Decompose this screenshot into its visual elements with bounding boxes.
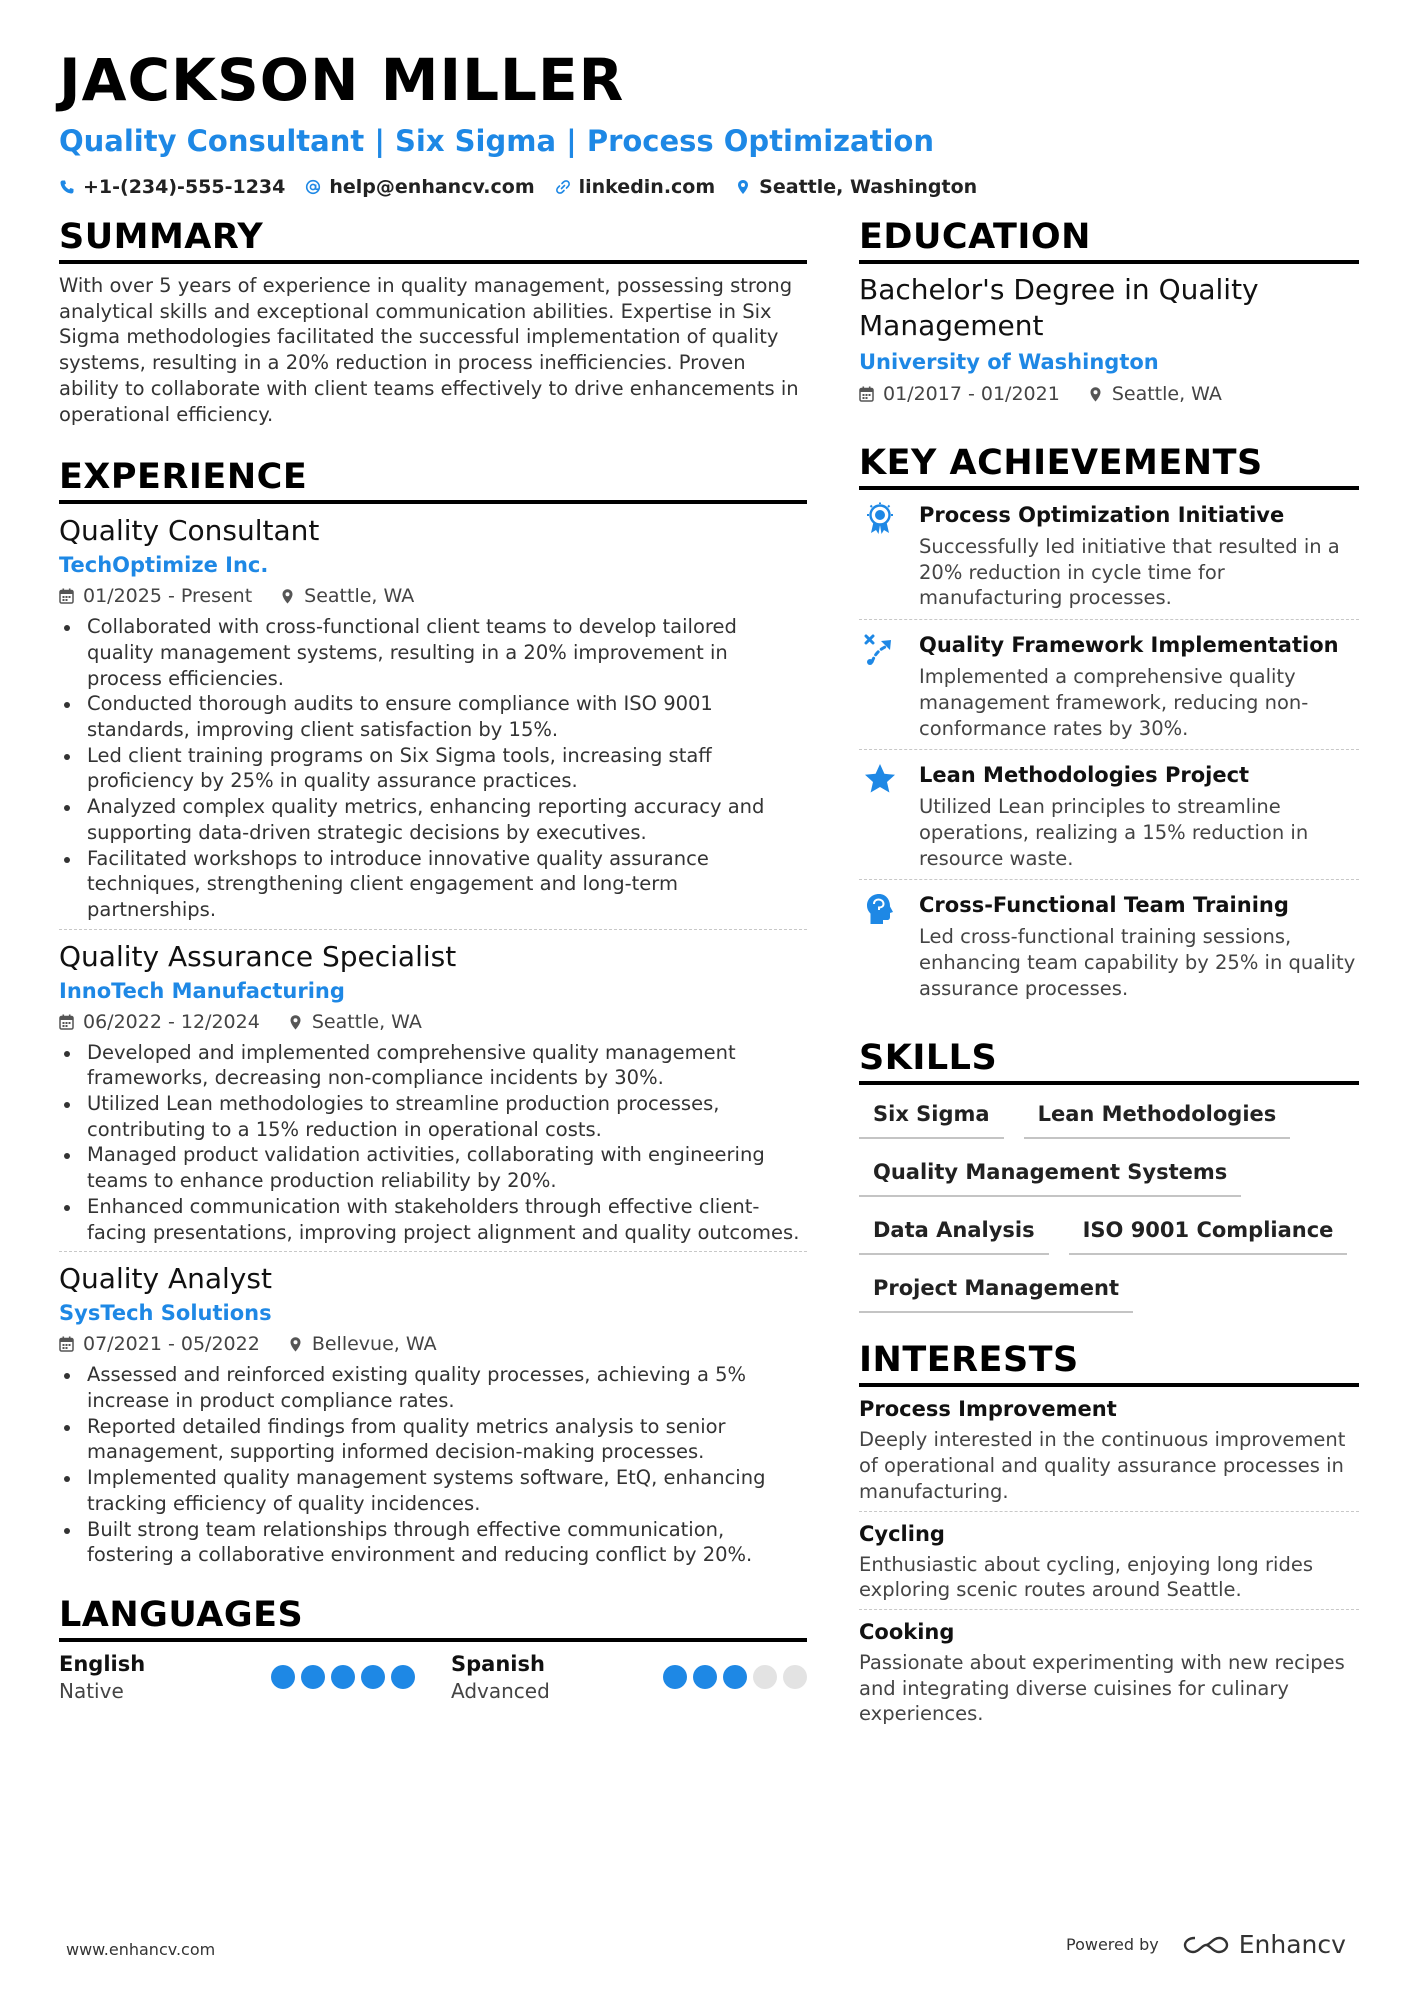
contact-phone[interactable] [59,174,285,200]
at-sign-icon [305,179,321,195]
education-meta [859,378,1359,410]
job-entry [59,930,807,1253]
job-bullet: Utilized Lean methodologies to streamline production processes, contributing to a 15% reduction in operational costs. [59,1091,807,1142]
job-title: Quality Consultant [59,514,320,548]
achievement-title: Quality Framework Implementation [919,633,1339,658]
language-name: Spanish [451,1651,545,1676]
linkedin-text: linkedin.com [578,176,716,198]
skills-section [859,1035,1359,1313]
interest-title: Process Improvement [859,1397,1117,1422]
job-dates [59,1006,260,1038]
job-dates-text: 06/2022 - 12/2024 [83,1010,260,1033]
interest-title: Cycling [859,1521,945,1546]
job-bullet: Developed and implemented comprehensive quality management frameworks, decreasing non-compliance incidents by 30%. [59,1040,807,1091]
skills-heading: SKILLS [859,1035,1359,1085]
achievements-heading: KEY ACHIEVEMENTS [859,440,1359,490]
job-title: Quality Analyst [59,1262,272,1296]
skill-tag: Data Analysis [859,1209,1049,1255]
interests-heading: INTERESTS [859,1337,1359,1387]
language-level: Native [59,1678,124,1703]
interest-item [859,1512,1359,1610]
job-location-text: Seattle, WA [304,585,415,608]
experience-heading: EXPERIENCE [59,454,807,504]
enhancv-logo-icon [1183,1934,1229,1956]
education-dates [859,378,1060,410]
job-meta [59,1328,807,1360]
experience-section [59,454,807,1574]
contact-email[interactable] [305,174,534,200]
rating-dot-filled [693,1665,717,1689]
achievement-item [859,750,1359,880]
job-bullet: Assessed and reinforced existing quality processes, achieving a 5% increase in product compliance rates. [59,1362,807,1413]
rating-dot-filled [361,1665,385,1689]
job-bullet: Collaborated with cross-functional client teams to develop tailored quality management systems, resulting in a 20% improvement in process efficiencies. [59,614,807,691]
strategy-path-icon [863,632,897,666]
job-bullet: Enhanced communication with stakeholders through effective client-facing presentations, improving project alignment and quality outcomes. [59,1194,807,1245]
skill-tag: ISO 9001 Compliance [1069,1209,1348,1255]
phone-text: +1-(234)-555-1234 [83,176,286,198]
skill-tag: Project Management [859,1267,1133,1313]
school-name: University of Washington [859,350,1159,374]
interest-title: Cooking [859,1619,955,1644]
rating-dot-filled [301,1665,325,1689]
achievement-item [859,620,1359,750]
calendar-icon [59,588,74,604]
job-bullet: Facilitated workshops to introduce innovative quality assurance techniques, strengthening client engagement and long-term partnerships. [59,846,807,923]
job-entry [59,504,807,929]
job-bullet: Managed product validation activities, collaborating with engineering teams to enhance production reliability by 20%. [59,1142,807,1193]
languages-heading: LANGUAGES [59,1592,807,1642]
job-dates [59,1328,260,1360]
achievement-desc: Led cross-functional training sessions, enhancing team capability by 25% in quality assurance processes. [919,925,1356,1000]
map-pin-icon [735,179,751,195]
job-entry [59,1252,807,1574]
interest-item [859,1387,1359,1511]
language-name: English [59,1651,146,1676]
map-pin-icon [280,588,295,604]
job-company: SysTech Solutions [59,1301,272,1326]
job-dates-text: 01/2025 - Present [83,585,253,608]
achievement-item [859,880,1359,1009]
job-bullets [59,1040,807,1246]
summary-text: With over 5 years of experience in quality management, possessing strong analytical skills and exceptional communication abilities. Expertise in Six Sigma methodologies facilitated the successful implementation of quality systems, resulting in a 20% reduction in process inefficiencies. Proven ability to collaborate with client teams effectively to drive enhancements in operational efficiency. [59,274,799,426]
job-bullet: Built strong team relationships through effective communication, fostering a collaborative environment and reducing conflict by 20%. [59,1517,807,1568]
achievement-title: Process Optimization Initiative [919,503,1285,527]
map-pin-icon [1088,386,1103,402]
interest-desc: Passionate about experimenting with new recipes and integrating diverse cuisines for culinary experiences. [859,1650,1345,1726]
skills-list [859,1093,1359,1313]
calendar-icon [59,1014,74,1030]
footer-website[interactable]: www.enhancv.com [66,1940,216,1959]
language-item [451,1650,807,1704]
rating-dot-filled [331,1665,355,1689]
head-brain-icon [863,892,897,926]
job-location-text: Seattle, WA [311,1010,422,1033]
education-location-text: Seattle, WA [1111,383,1222,405]
calendar-icon [859,386,874,402]
job-bullet: Conducted thorough audits to ensure compliance with ISO 9001 standards, improving client satisfaction by 15%. [59,691,807,742]
achievement-desc: Utilized Lean principles to streamline operations, realizing a 15% reduction in resource waste. [919,795,1309,870]
job-location [280,580,414,612]
interests-section [859,1337,1359,1733]
rating-dot-filled [723,1665,747,1689]
candidate-name: JACKSON MILLER [59,46,625,114]
rating-dot-filled [271,1665,295,1689]
job-location-text: Bellevue, WA [311,1333,437,1356]
footer-branding [1066,1930,1346,1959]
resume-header [59,44,1359,200]
education-heading: EDUCATION [859,214,1359,264]
job-bullet: Implemented quality management systems software, EtQ, enhancing tracking efficiency of quality incidences. [59,1465,807,1516]
achievements-section [859,440,1359,1009]
education-dates-text: 01/2017 - 01/2021 [883,383,1060,405]
contact-linkedin[interactable] [555,174,716,200]
rating-dot-empty [783,1665,807,1689]
education-location [1088,378,1222,410]
job-bullet: Reported detailed findings from quality metrics analysis to senior management, supporting informed decision-making processes. [59,1414,807,1465]
languages-row [59,1650,807,1704]
language-rating [271,1650,415,1704]
language-item [59,1650,415,1704]
summary-heading: SUMMARY [59,214,807,264]
map-pin-icon [288,1336,303,1352]
email-text: help@enhancv.com [329,176,535,198]
link-icon [555,179,571,195]
job-bullets [59,1362,807,1568]
rating-dot-filled [663,1665,687,1689]
map-pin-icon [288,1014,303,1030]
award-ribbon-icon [863,502,897,536]
achievement-title: Cross-Functional Team Training [919,893,1289,918]
phone-icon [59,179,75,195]
skill-tag: Six Sigma [859,1093,1004,1139]
job-company: TechOptimize Inc. [59,553,269,578]
job-title: Quality Assurance Specialist [59,939,457,973]
summary-section [59,214,807,427]
job-bullet: Led client training programs on Six Sigma tools, increasing staff proficiency by 25% in quality assurance practices. [59,743,807,794]
education-section [859,214,1359,410]
skill-tag: Lean Methodologies [1024,1093,1291,1139]
achievement-desc: Successfully led initiative that resulted in a 20% reduction in cycle time for manufacturing processes. [919,535,1340,610]
powered-by-label: Powered by [1066,1935,1159,1954]
brand-logo[interactable] [1183,1930,1346,1959]
left-column [59,214,807,1704]
brand-name: Enhancv [1238,1930,1346,1959]
job-dates [59,580,252,612]
job-location [288,1006,422,1038]
job-meta [59,580,807,612]
rating-dot-empty [753,1665,777,1689]
candidate-headline: Quality Consultant | Six Sigma | Process Optimization [59,124,934,158]
contact-bar [59,174,1359,200]
job-bullets [59,614,807,922]
location-text: Seattle, Washington [759,176,978,198]
contact-location [735,174,977,200]
language-rating [663,1650,807,1704]
job-bullet: Analyzed complex quality metrics, enhancing reporting accuracy and supporting data-driven strategic decisions by executives. [59,794,807,845]
interest-desc: Enthusiastic about cycling, enjoying long rides exploring scenic routes around Seattle. [859,1552,1313,1602]
job-meta [59,1006,807,1038]
rating-dot-filled [391,1665,415,1689]
interest-item [859,1610,1359,1733]
job-dates-text: 07/2021 - 05/2022 [83,1333,260,1356]
star-icon [863,762,897,796]
job-company: InnoTech Manufacturing [59,978,345,1003]
achievement-item [859,490,1359,620]
calendar-icon [59,1336,74,1352]
job-location [288,1328,437,1360]
interest-desc: Deeply interested in the continuous improvement of operational and quality assurance processes in manufacturing. [859,1428,1346,1503]
skill-tag: Quality Management Systems [859,1151,1241,1197]
right-column [859,214,1359,1733]
degree-title: Bachelor's Degree in Quality Management [859,273,1259,342]
languages-section [59,1592,807,1704]
language-level: Advanced [451,1678,550,1703]
achievement-desc: Implemented a comprehensive quality management framework, reducing non-conformance rates by 30%. [919,665,1309,740]
achievement-title: Lean Methodologies Project [919,763,1250,788]
